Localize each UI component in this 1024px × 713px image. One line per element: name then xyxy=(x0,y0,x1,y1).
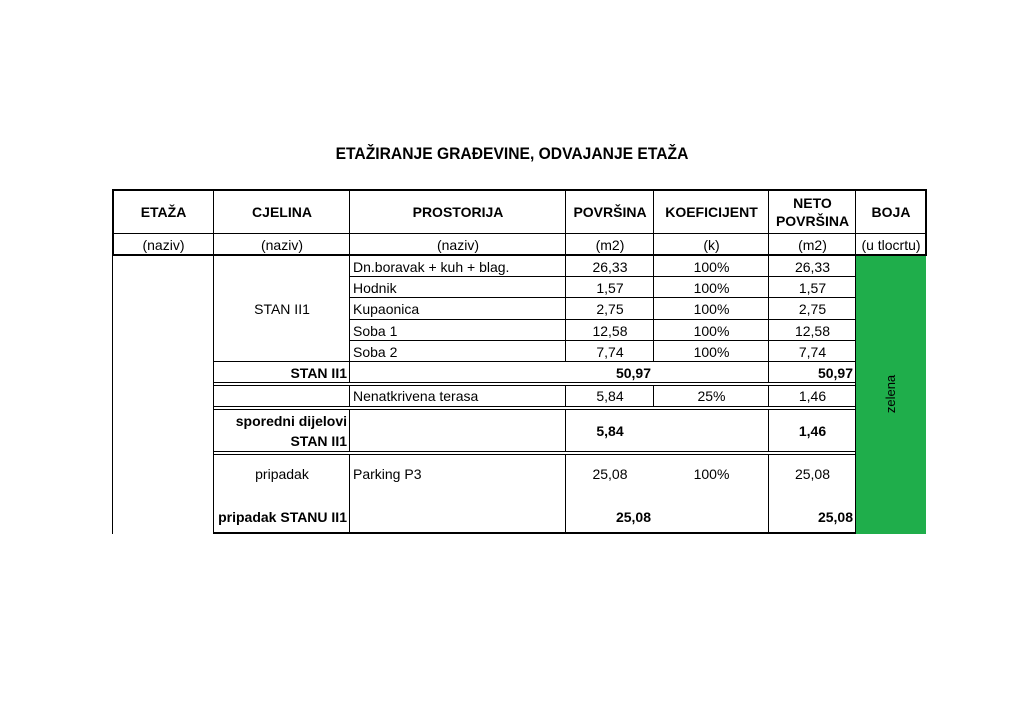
room-net: 1,57 xyxy=(798,279,827,296)
unit-etaza: (naziv) xyxy=(142,236,185,253)
table-border xyxy=(213,406,856,407)
room-coef: 100% xyxy=(693,322,730,339)
unit-neto: (m2) xyxy=(798,236,827,253)
table-border xyxy=(565,385,566,406)
room-area: 1,57 xyxy=(596,279,624,296)
table-border xyxy=(349,409,350,452)
table-border xyxy=(213,254,214,534)
unit-prostorija: (naziv) xyxy=(436,236,479,253)
secondary-label xyxy=(214,410,350,452)
room-net: 7,74 xyxy=(798,343,827,360)
room-name: Soba 2 xyxy=(353,343,398,360)
subtotal-net: 50,97 xyxy=(817,364,853,381)
table-border xyxy=(112,189,927,191)
room-coef: 100% xyxy=(693,343,730,360)
table-border xyxy=(213,361,856,362)
table-border xyxy=(653,256,654,362)
table-border xyxy=(855,189,856,256)
terrace-coef: 25% xyxy=(697,388,726,404)
table-border xyxy=(768,385,769,406)
table-border xyxy=(768,454,769,534)
room-coef: 100% xyxy=(693,258,730,275)
table-border xyxy=(213,454,856,455)
header-neto-povrsina xyxy=(769,190,856,234)
parking-coef: 100% xyxy=(693,466,730,482)
secondary-label-line1: sporedni dijelovi xyxy=(235,413,347,429)
table-border xyxy=(349,340,856,341)
table-border xyxy=(213,409,856,410)
room-coef: 100% xyxy=(693,300,730,317)
room-net: 2,75 xyxy=(798,300,827,317)
table-border xyxy=(349,385,350,406)
header-povrsina: POVRŠINA xyxy=(573,204,647,220)
table-border xyxy=(565,454,566,534)
room-name: Hodnik xyxy=(353,279,397,296)
table-border xyxy=(213,189,214,256)
header-neto-line2: POVRŠINA xyxy=(775,213,850,229)
table-border xyxy=(112,254,927,256)
header-koeficijent: KOEFICIJENT xyxy=(665,204,758,220)
room-area: 2,75 xyxy=(596,300,624,317)
table-border xyxy=(925,189,927,256)
secondary-area: 5,84 xyxy=(596,423,624,439)
table-border xyxy=(213,532,856,534)
terrace-name: Nenatkrivena terasa xyxy=(353,388,479,404)
parking-group: pripadak xyxy=(255,466,309,482)
table-border xyxy=(349,319,856,320)
page-title: ETAŽIRANJE GRAĐEVINE, ODVAJANJE ETAŽA xyxy=(335,144,689,163)
table-border xyxy=(565,189,566,256)
table-border xyxy=(768,189,769,256)
parking-total-net: 25,08 xyxy=(817,509,853,525)
parking-area: 25,08 xyxy=(592,466,628,482)
header-neto-line1: NETO xyxy=(793,195,832,211)
subtotal-area: 50,97 xyxy=(615,364,651,381)
parking-net: 25,08 xyxy=(794,466,831,482)
room-name: Kupaonica xyxy=(353,300,420,317)
header-prostorija: PROSTORIJA xyxy=(412,204,504,220)
table-border xyxy=(768,409,769,452)
table-border xyxy=(112,254,113,534)
terrace-net: 1,46 xyxy=(798,388,827,404)
terrace-area: 5,84 xyxy=(596,388,624,404)
room-area: 7,74 xyxy=(596,343,624,360)
header-boja: BOJA xyxy=(871,204,911,220)
color-label: zelena xyxy=(883,374,898,414)
table-border xyxy=(653,189,654,256)
table-border xyxy=(112,233,927,234)
room-coef: 100% xyxy=(693,279,730,296)
table-border xyxy=(349,454,350,534)
table-border xyxy=(349,276,856,277)
room-area: 12,58 xyxy=(592,322,628,339)
table-border xyxy=(653,385,654,406)
unit-boja: (u tlocrtu) xyxy=(861,236,921,253)
subtotal-label: STAN II1 xyxy=(290,364,347,381)
secondary-label-line2: STAN II1 xyxy=(290,433,347,449)
room-net: 12,58 xyxy=(794,322,831,339)
secondary-net: 1,46 xyxy=(798,423,827,439)
unit-povrsina: (m2) xyxy=(595,236,625,253)
table-border xyxy=(349,189,350,256)
table-border xyxy=(213,382,856,383)
header-etaza: ETAŽA xyxy=(140,204,187,220)
unit-koeficijent: (k) xyxy=(703,236,720,253)
parking-total-label: pripadak STANU II1 xyxy=(218,509,347,525)
parking-total-area: 25,08 xyxy=(615,509,651,525)
room-net: 26,33 xyxy=(794,258,831,275)
table-border xyxy=(112,189,114,256)
table-border xyxy=(349,297,856,298)
header-cjelina: CJELINA xyxy=(252,204,312,220)
parking-name: Parking P3 xyxy=(353,466,422,482)
room-name: Dn.boravak + kuh + blag. xyxy=(353,258,510,275)
table-border xyxy=(213,385,856,386)
unit-cjelina: (naziv) xyxy=(260,236,303,253)
table-border xyxy=(565,256,566,362)
room-area: 26,33 xyxy=(592,258,628,275)
cjelina-stan: STAN II1 xyxy=(254,301,310,317)
table-border xyxy=(213,451,856,452)
room-name: Soba 1 xyxy=(353,322,398,339)
table-border xyxy=(565,409,566,452)
